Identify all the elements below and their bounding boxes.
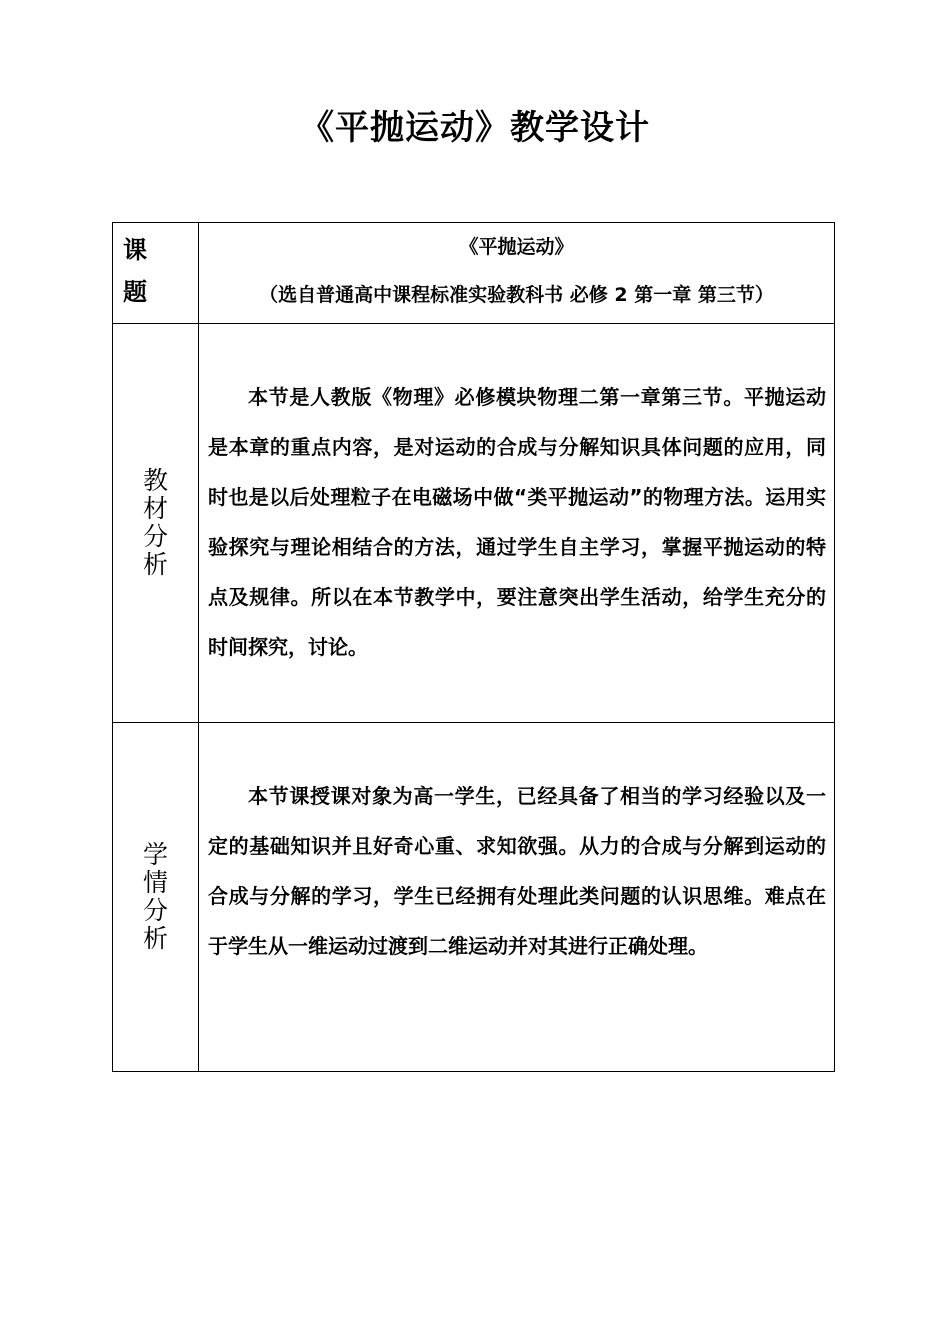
page-title: 《平抛运动》教学设计 <box>300 108 650 148</box>
textbook-analysis-label-cell <box>113 324 199 723</box>
textbook-analysis-label: 教材分析 <box>142 466 168 579</box>
topic-title: 《平抛运动》 <box>459 236 574 258</box>
textbook-analysis-content-cell <box>199 324 835 723</box>
learner-analysis-text: 本节课授课对象为高一学生，已经具备了相当的学习经验以及一定的基础知识并且好奇心重、求知欲强。从力的合成与分解到运动的合成与分解的学习，学生已经拥有处理此类问题的认识思维。难点在于学生从一维运动过渡到二维运动并对其进行正确处理。 <box>208 784 826 958</box>
learner-analysis-label: 学情分析 <box>142 840 168 953</box>
table-row-textbook-analysis <box>113 324 835 723</box>
topic-label-cell <box>113 223 199 324</box>
topic-content-cell <box>199 223 835 324</box>
topic-source: （选自普通高中课程标准实验教科书 必修 2 第一章 第三节） <box>259 284 774 306</box>
topic-label: 课题 <box>123 236 147 306</box>
table-row-topic <box>113 223 835 324</box>
lesson-plan-table <box>112 222 835 1072</box>
learner-analysis-label-cell <box>113 723 199 1072</box>
table-row-learner-analysis <box>113 723 835 1072</box>
textbook-analysis-text: 本节是人教版《物理》必修模块物理二第一章第三节。平抛运动是本章的重点内容，是对运动的合成与分解知识具体问题的应用，同时也是以后处理粒子在电磁场中做“类平抛运动”的物理方法。运用实验探究与理论相结合的方法，通过学生自主学习，掌握平抛运动的特点及规律。所以在本节教学中，要注意突出学生活动，给学生充分的时间探究，讨论。 <box>208 385 826 659</box>
learner-analysis-content-cell <box>199 723 835 1072</box>
